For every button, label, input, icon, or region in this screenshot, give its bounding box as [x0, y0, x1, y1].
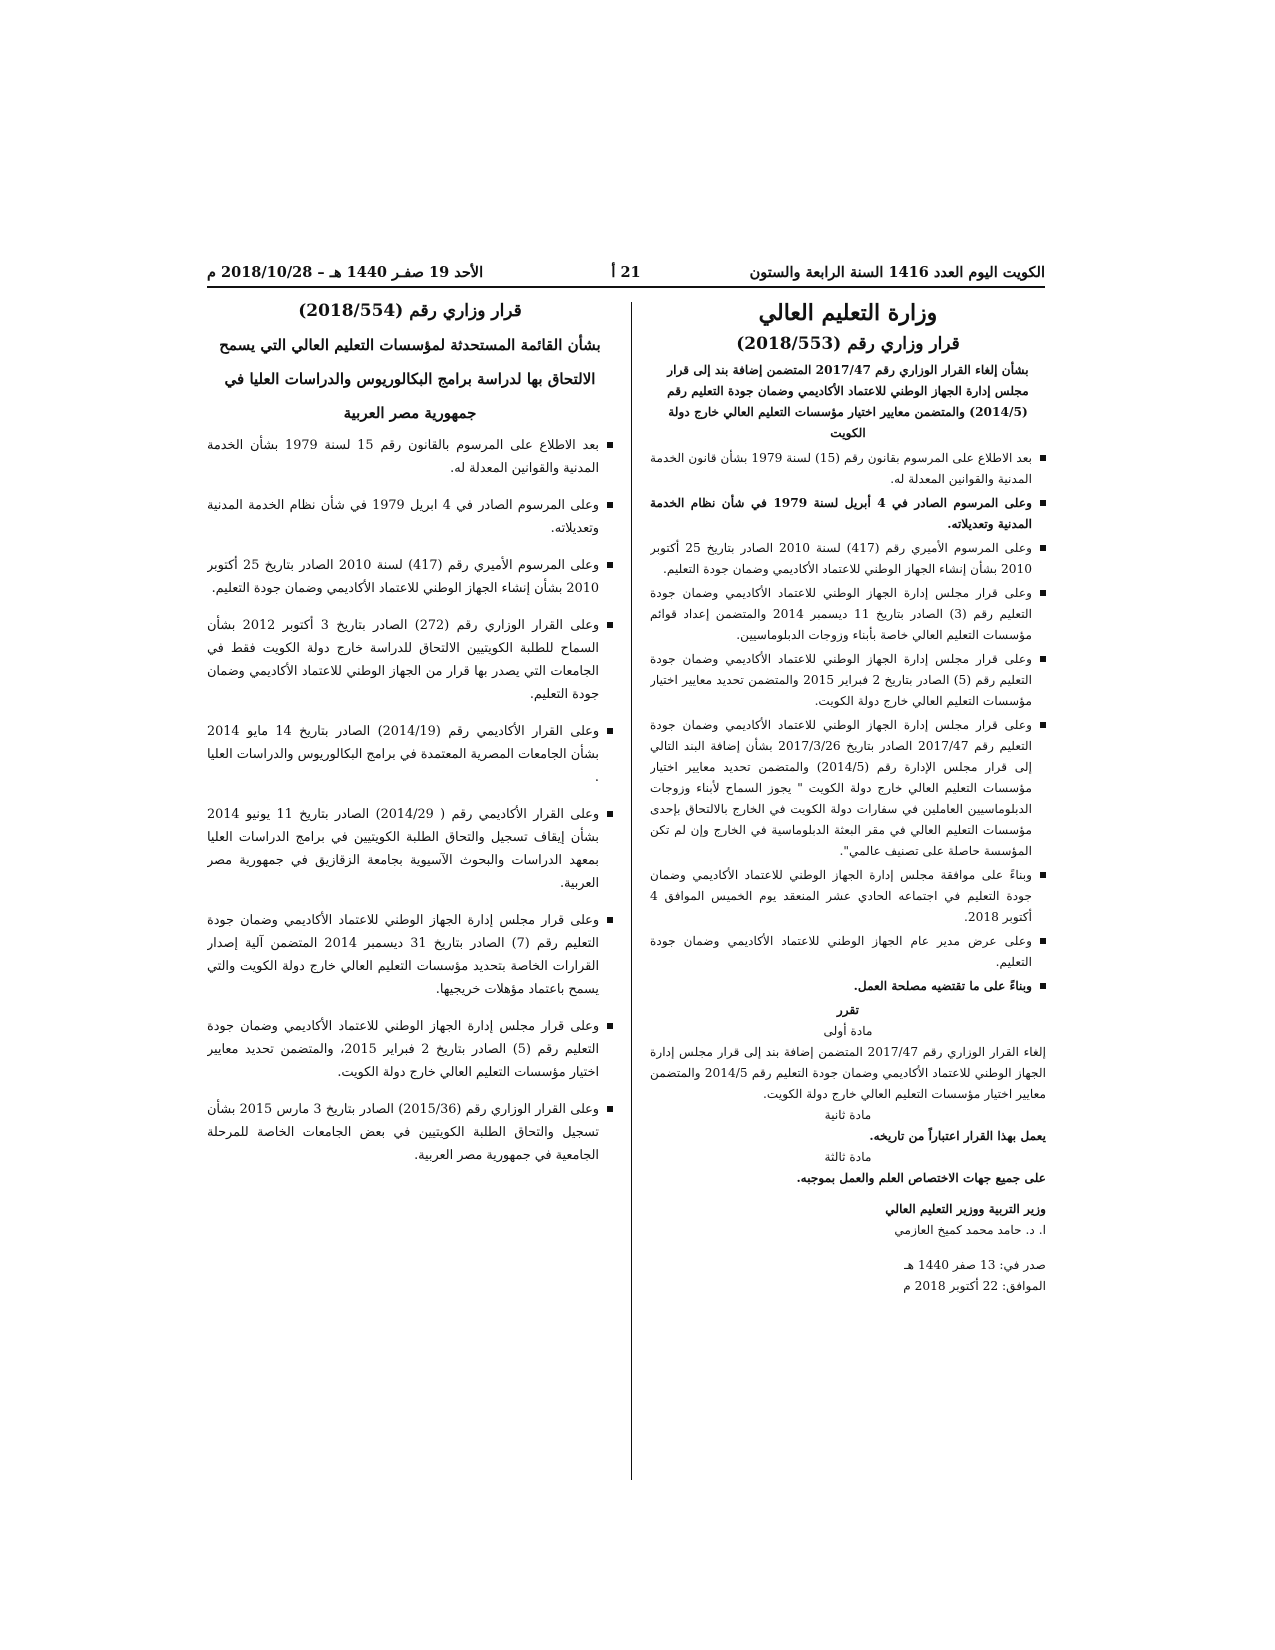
preamble-item: وعلى عرض مدير عام الجهاز الوطني للاعتماد الأكاديمي وضمان جودة التعليم. [650, 931, 1046, 973]
square-bullet-icon [607, 1023, 613, 1029]
square-bullet-icon [1040, 590, 1046, 596]
page-number: 21 أ [611, 264, 641, 281]
square-bullet-icon [1040, 983, 1046, 989]
square-bullet-icon [607, 562, 613, 568]
square-bullet-icon [1040, 722, 1046, 728]
issue-dates [896, 1255, 1046, 1297]
square-bullet-icon [607, 1106, 613, 1112]
article-1-text: إلغاء القرار الوزاري رقم 2017/47 المتضمن إضافة بند إلى قرار مجلس إدارة الجهاز الوطني للاعتماد الأكاديمي وضمان جودة التعليم رقم 2014/5 والمتضمن معايير اختيار مؤسسات التعليم العالي خارج دولة الكويت. [650, 1045, 1046, 1101]
signatory-title: وزير التربية ووزير التعليم العالي [885, 1202, 1046, 1216]
decision-553-title: قرار وزاري رقم (2018/553) [736, 334, 960, 354]
square-bullet-icon [1040, 455, 1046, 461]
square-bullet-icon [607, 811, 613, 817]
ministry-title: وزارة التعليم العالي [758, 300, 938, 326]
column-divider [631, 302, 632, 1480]
square-bullet-icon [607, 622, 613, 628]
article-2-text: يعمل بهذا القرار اعتباراً من تاريخه. [869, 1129, 1046, 1143]
preamble-item: وعلى قرار مجلس إدارة الجهاز الوطني للاعتماد الأكاديمي وضمان جودة التعليم رقم (3) الصادر بتاريخ 11 ديسمبر 2014 والمتضمن إعداد قوائم مؤسسات التعليم العالي خاصة بأبناء وزوجات الدبلوماسيين. [650, 583, 1046, 646]
page-header [207, 258, 1045, 288]
preamble-item: بعد الاطلاع على المرسوم بقانون رقم (15) لسنة 1979 بشأن قانون الخدمة المدنية والقوانين المعدلة له. [650, 448, 1046, 490]
preamble-item: وبناءً على ما تقتضيه مصلحة العمل. [650, 976, 1046, 997]
square-bullet-icon [607, 442, 613, 448]
preamble-item: وعلى القرار الأكاديمي رقم (2014/19) الصادر بتاريخ 14 مايو 2014 بشأن الجامعات المصرية المعتمدة في برامج البكالوريوس والدراسات العليا . [207, 720, 613, 789]
article-1-title: مادة أولى [823, 1024, 873, 1038]
preamble-item: وعلى المرسوم الصادر في 4 ابريل 1979 في شأن نظام الخدمة المدنية وتعديلاته. [207, 494, 613, 540]
left-column [207, 296, 613, 1476]
article-3-title: مادة ثالثة [824, 1150, 872, 1164]
preamble-item: وعلى المرسوم الصادر في 4 أبريل لسنة 1979 في شأن نظام الخدمة المدنية وتعديلاته. [650, 493, 1046, 535]
preamble-item: وعلى قرار مجلس إدارة الجهاز الوطني للاعتماد الأكاديمي وضمان جودة التعليم رقم (5) الصادر بتاريخ 2 فبراير 2015، والمتضمن تحديد معايير اختيار مؤسسات التعليم العالي خارج دولة الكويت. [207, 1015, 613, 1084]
preamble-item: وعلى قرار مجلس إدارة الجهاز الوطني للاعتماد الأكاديمي وضمان جودة التعليم رقم (7) الصادر بتاريخ 31 ديسمبر 2014 المتضمن آلية إصدار القرارات الخاصة بتحديد مؤسسات التعليم العالي خارج دولة الكويت والتي يسمح باعتماد مؤهلات خريجيها. [207, 909, 613, 1001]
issued-hijri: صدر في: 13 صفر 1440 هـ [904, 1258, 1046, 1272]
right-column [650, 296, 1046, 1476]
signature-block [650, 1199, 1046, 1241]
decision-553-subject: بشأن إلغاء القرار الوزاري رقم 2017/47 المتضمن إضافة بند إلى قرار مجلس إدارة الجهاز الوطني للاعتماد الأكاديمي وضمان جودة التعليم رقم (2014/5) والمتضمن معايير اختيار مؤسسات التعليم العالي خارج دولة الكويت [667, 363, 1029, 440]
header-divider [207, 286, 1045, 288]
preamble-item: وعلى القرار الوزاري رقم (272) الصادر بتاريخ 3 أكتوبر 2012 بشأن السماح للطلبة الكويتيين الالتحاق للدراسة خارج دولة الكويت فقط في الجامعات التي يصدر بها قرار من الجهاز الوطني للاعتماد الأكاديمي وضمان جودة التعليم. [207, 614, 613, 706]
preamble-item: وعلى قرار مجلس إدارة الجهاز الوطني للاعتماد الأكاديمي وضمان جودة التعليم رقم 2017/47 الصادر بتاريخ 2017/3/26 بشأن إضافة البند التالي إلى قرار مجلس الإدارة رقم (2014/5) والمتضمن تحديد معايير اختيار مؤسسات التعليم العالي خارج دولة الكويت " يجوز السماح لأبناء وزوجات الدبلوماسيين العاملين في سفارات دولة الكويت في الخارج بالالتحاق بإحدى مؤسسات التعليم العالي في مقر البعثة الدبلوماسية في الخارج وإن لم تكن المؤسسة حاصلة على تصنيف عالمي". [650, 715, 1046, 862]
preamble-item: وبناءً على موافقة مجلس إدارة الجهاز الوطني للاعتماد الأكاديمي وضمان جودة التعليم في اجتماعه الحادي عشر المنعقد يوم الخميس الموافق 4 أكتوبر 2018. [650, 865, 1046, 928]
gazette-issue-info: الكويت اليوم العدد 1416 السنة الرابعة والستون [749, 264, 1045, 281]
square-bullet-icon [1040, 656, 1046, 662]
preamble-item: وعلى المرسوم الأميري رقم (417) لسنة 2010 الصادر بتاريخ 25 أكتوبر 2010 بشأن إنشاء الجهاز الوطني للاعتماد الأكاديمي وضمان جودة التعليم. [650, 538, 1046, 580]
decision-554-subject: بشأن القائمة المستحدثة لمؤسسات التعليم العالي التي يسمح الالتحاق بها لدراسة برامج البكالوريوس والدراسات العليا في جمهورية مصر العربية [219, 336, 601, 422]
preamble-item: وعلى القرار الأكاديمي رقم ( 2014/29) الصادر بتاريخ 11 يونيو 2014 بشأن إيقاف تسجيل والتحاق الطلبة الكويتيين في برامج الدراسات العليا بمعهد الدراسات والبحوث الآسيوية بجامعة الزقازيق في جمهورية مصر العربية. [207, 803, 613, 895]
square-bullet-icon [1040, 872, 1046, 878]
preamble-item: وعلى قرار مجلس إدارة الجهاز الوطني للاعتماد الأكاديمي وضمان جودة التعليم رقم (5) الصادر بتاريخ 2 فبراير 2015 والمتضمن تحديد معايير اختيار مؤسسات التعليم العالي خارج دولة الكويت. [650, 649, 1046, 712]
square-bullet-icon [607, 917, 613, 923]
decision-554-title: قرار وزاري رقم (2018/554) [298, 301, 522, 321]
preamble-item: بعد الاطلاع على المرسوم بالقانون رقم 15 لسنة 1979 بشأن الخدمة المدنية والقوانين المعدلة له. [207, 434, 613, 480]
article-3-text: على جميع جهات الاختصاص العلم والعمل بموجبه. [796, 1171, 1046, 1185]
issued-gregorian: الموافق: 22 أكتوبر 2018 م [903, 1279, 1046, 1293]
issue-date: الأحد 19 صفـر 1440 هـ – 2018/10/28 م [207, 264, 484, 281]
square-bullet-icon [1040, 500, 1046, 506]
square-bullet-icon [607, 728, 613, 734]
square-bullet-icon [1040, 545, 1046, 551]
square-bullet-icon [1040, 938, 1046, 944]
signatory-name: ا. د. حامد محمد كميخ العازمي [894, 1223, 1046, 1237]
article-2-title: مادة ثانية [824, 1108, 872, 1122]
square-bullet-icon [607, 502, 613, 508]
preamble-item: وعلى المرسوم الأميري رقم (417) لسنة 2010 الصادر بتاريخ 25 أكتوبر 2010 بشأن إنشاء الجهاز الوطني للاعتماد الأكاديمي وضمان جودة التعليم. [207, 554, 613, 600]
preamble-item: وعلى القرار الوزاري رقم (2015/36) الصادر بتاريخ 3 مارس 2015 بشأن تسجيل والتحاق الطلبة الكويتيين في بعض الجامعات الخاصة للمرحلة الجامعية في جمهورية مصر العربية. [207, 1098, 613, 1167]
decides-heading: تقرر [836, 1003, 860, 1017]
